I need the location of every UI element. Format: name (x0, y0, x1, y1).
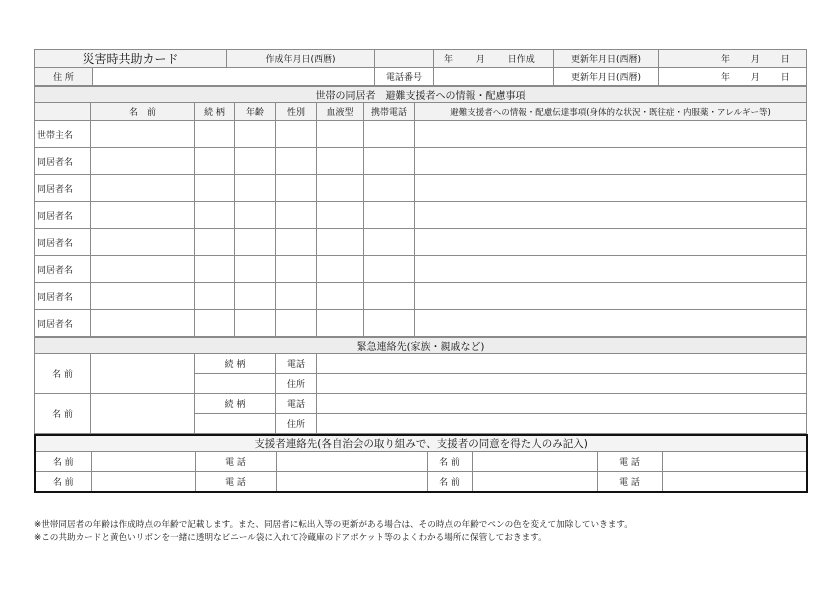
emergency-phone-label-1: 電話 (276, 354, 317, 374)
blank-header-cell (35, 103, 91, 121)
supporter-name-label: 名 前 (35, 452, 91, 472)
phone-number-label: 電話番号 (375, 68, 434, 86)
supporter-name-field[interactable] (91, 452, 195, 472)
supporter-phone-field[interactable] (662, 452, 807, 472)
supporter-name-label: 名 前 (427, 472, 472, 493)
notes-cell[interactable] (415, 229, 807, 256)
sex-cell[interactable] (276, 148, 317, 175)
supporter-phone-label: 電 話 (195, 472, 276, 493)
supporter-phone-label: 電 話 (195, 452, 276, 472)
col-sex: 性別 (276, 103, 317, 121)
footnotes (34, 519, 633, 545)
household-table (34, 86, 807, 337)
name-cell[interactable] (91, 229, 195, 256)
emergency-address-field-1[interactable] (317, 374, 807, 394)
created-date-field[interactable] (375, 50, 434, 68)
table-row (35, 283, 807, 310)
emergency-address-field-2[interactable] (317, 414, 807, 434)
sex-cell[interactable] (276, 175, 317, 202)
supporter-name-field[interactable] (472, 452, 597, 472)
notes-cell[interactable] (415, 283, 807, 310)
emergency-name-label-1: 名 前 (35, 354, 91, 394)
supporter-contact-table (34, 434, 808, 493)
col-relation: 続 柄 (195, 103, 235, 121)
notes-cell[interactable] (415, 121, 807, 148)
age-cell[interactable] (235, 175, 276, 202)
mobile-cell[interactable] (364, 310, 415, 337)
created-date-value[interactable]: 年 月 日作成 (434, 50, 554, 68)
age-cell[interactable] (235, 256, 276, 283)
emergency-section-title: 緊急連絡先(家族・親戚など) (35, 338, 807, 354)
sex-cell[interactable] (276, 283, 317, 310)
table-row (35, 175, 807, 202)
supporter-phone-field[interactable] (276, 472, 427, 493)
name-cell[interactable] (91, 256, 195, 283)
age-cell[interactable] (235, 148, 276, 175)
age-cell[interactable] (235, 229, 276, 256)
relation-cell[interactable] (195, 202, 235, 229)
supporter-name-field[interactable] (472, 472, 597, 493)
name-cell[interactable] (91, 175, 195, 202)
col-name: 名 前 (91, 103, 195, 121)
row-label: 同居者名 (35, 310, 91, 337)
sex-cell[interactable] (276, 310, 317, 337)
table-row (35, 202, 807, 229)
supporter-section-title: 支援者連絡先(各自治会の取り組みで、支援者の同意を得た人のみ記入) (35, 435, 807, 452)
supporter-phone-field[interactable] (662, 472, 807, 493)
emergency-contact-table (34, 337, 807, 434)
row-label: 同居者名 (35, 256, 91, 283)
row-label: 同居者名 (35, 148, 91, 175)
emergency-address-label-1: 住所 (276, 374, 317, 394)
notes-cell[interactable] (415, 202, 807, 229)
notes-cell[interactable] (415, 175, 807, 202)
emergency-phone-field-2[interactable] (317, 394, 807, 414)
blood-cell[interactable] (317, 148, 364, 175)
col-age: 年齢 (235, 103, 276, 121)
col-blood-type: 血液型 (317, 103, 364, 121)
col-notes: 避難支援者への情報・配慮伝達事項(身体的な状況・既往症・内服薬・アレルギー等) (415, 103, 807, 121)
row-label: 同居者名 (35, 202, 91, 229)
sex-cell[interactable] (276, 229, 317, 256)
name-cell[interactable] (91, 310, 195, 337)
supporter-phone-field[interactable] (276, 452, 427, 472)
sex-cell[interactable] (276, 121, 317, 148)
table-row (35, 310, 807, 337)
card-title: 災害時共助カード (35, 50, 227, 68)
emergency-phone-field-1[interactable] (317, 354, 807, 374)
supporter-name-label: 名 前 (35, 472, 91, 493)
mobile-cell[interactable] (364, 229, 415, 256)
relation-label-2: 続 柄 (195, 394, 276, 414)
relation-cell[interactable] (195, 121, 235, 148)
relation-cell[interactable] (195, 148, 235, 175)
name-cell[interactable] (91, 121, 195, 148)
address-field[interactable] (93, 68, 375, 86)
sex-cell[interactable] (276, 256, 317, 283)
emergency-name-field-2[interactable] (91, 394, 195, 434)
age-cell[interactable] (235, 310, 276, 337)
updated-date-label: 更新年月日(西暦) (554, 50, 659, 68)
supporter-phone-label: 電 話 (597, 452, 662, 472)
mobile-cell[interactable] (364, 256, 415, 283)
table-row (35, 229, 807, 256)
row-label: 同居者名 (35, 283, 91, 310)
relation-cell[interactable] (195, 229, 235, 256)
row-label: 世帯主名 (35, 121, 91, 148)
relation-field-2[interactable] (195, 414, 276, 434)
footnote: ※この共助カードと黄色いリボンを一緒に透明なビニール袋に入れて冷蔵庫のドアポケット等のよくわかる場所に保管しておきます。 (34, 533, 547, 543)
updated-date-field-1[interactable]: 年 月 日 (659, 50, 807, 68)
sex-cell[interactable] (276, 202, 317, 229)
notes-cell[interactable] (415, 148, 807, 175)
blood-cell[interactable] (317, 256, 364, 283)
updated-date-field-2[interactable]: 年 月 日 (659, 68, 807, 86)
supporter-name-label: 名 前 (427, 452, 472, 472)
age-cell[interactable] (235, 121, 276, 148)
mobile-cell[interactable] (364, 121, 415, 148)
household-section-title: 世帯の同居者 避難支援者への情報・配慮事項 (35, 87, 807, 103)
notes-cell[interactable] (415, 310, 807, 337)
table-row (35, 121, 807, 148)
blood-cell[interactable] (317, 310, 364, 337)
relation-label-1: 続 柄 (195, 354, 276, 374)
emergency-name-label-2: 名 前 (35, 394, 91, 434)
address-label: 住 所 (35, 68, 93, 86)
mobile-cell[interactable] (364, 175, 415, 202)
notes-cell[interactable] (415, 256, 807, 283)
table-row (35, 148, 807, 175)
blood-cell[interactable] (317, 229, 364, 256)
row-label: 同居者名 (35, 175, 91, 202)
mobile-cell[interactable] (364, 148, 415, 175)
blood-cell[interactable] (317, 121, 364, 148)
col-mobile: 携帯電話 (364, 103, 415, 121)
blood-cell[interactable] (317, 175, 364, 202)
relation-cell[interactable] (195, 283, 235, 310)
updated-date-label-2: 更新年月日(西暦) (554, 68, 659, 86)
blood-cell[interactable] (317, 202, 364, 229)
card-header (34, 49, 807, 86)
blood-cell[interactable] (317, 283, 364, 310)
mobile-cell[interactable] (364, 283, 415, 310)
mutual-aid-card (34, 49, 806, 493)
supporter-name-field[interactable] (91, 472, 195, 493)
emergency-phone-label-2: 電話 (276, 394, 317, 414)
age-cell[interactable] (235, 202, 276, 229)
table-row (35, 256, 807, 283)
name-cell[interactable] (91, 148, 195, 175)
phone-number-field[interactable] (434, 68, 554, 86)
supporter-phone-label: 電 話 (597, 472, 662, 493)
emergency-name-field-1[interactable] (91, 354, 195, 394)
relation-field-1[interactable] (195, 374, 276, 394)
footnote: ※世帯同居者の年齢は作成時点の年齢で記載します。また、同居者に転出入等の更新がある場合は、その時点の年齢でペンの色を変えて加除していきます。 (34, 520, 633, 530)
row-label: 同居者名 (35, 229, 91, 256)
mobile-cell[interactable] (364, 202, 415, 229)
relation-cell[interactable] (195, 175, 235, 202)
name-cell[interactable] (91, 283, 195, 310)
emergency-address-label-2: 住所 (276, 414, 317, 434)
age-cell[interactable] (235, 283, 276, 310)
created-date-label: 作成年月日(西暦) (227, 50, 375, 68)
relation-cell[interactable] (195, 310, 235, 337)
name-cell[interactable] (91, 202, 195, 229)
relation-cell[interactable] (195, 256, 235, 283)
